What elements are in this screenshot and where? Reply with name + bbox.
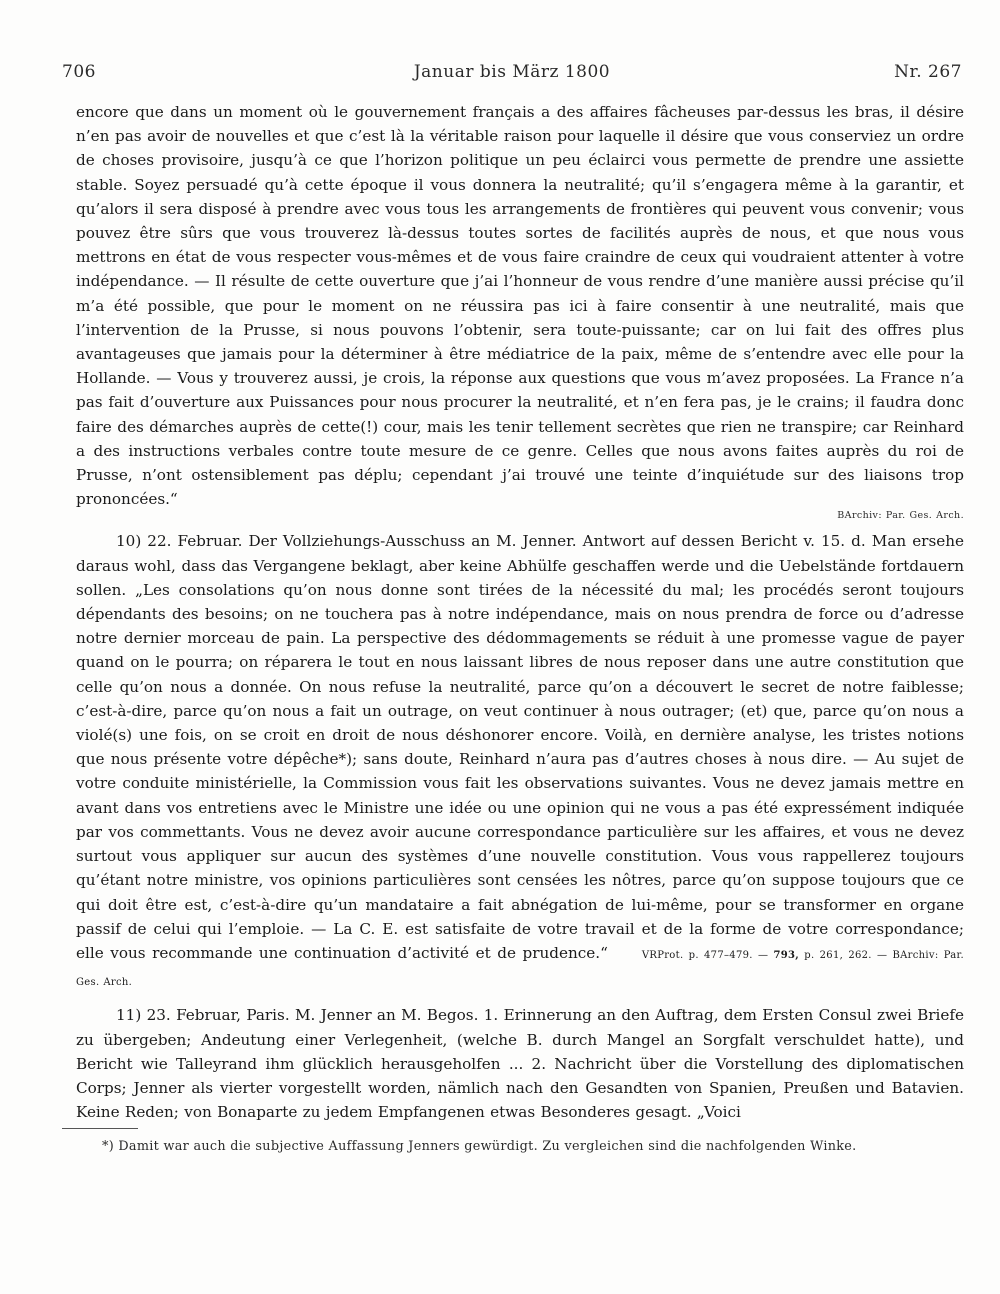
page-number: 706 xyxy=(62,62,96,82)
footnote-rule xyxy=(62,1128,138,1129)
paragraph-continuation: encore que dans un moment où le gouvernement français a des affaires fâcheuses par-dessus les bras, il désire n’en pas avoir de nouvelles et que c’est là la véritable raison pour laquelle il désire que vous conserviez un ordre de choses provisoire, jusqu’à ce que l’horizon politique un peu éclairci vous permette de prendre une assiette stable. Soyez persuadé qu’à cette époque il vous donnera la neutralité; qu’il s’engagera même à la garantir, et qu’alors il sera disposé à prendre avec vous tous les arrangements de frontières qui peuvent vous convenir; vous pouvez être sûrs que vous trouverez là-dessus toutes sortes de facilités auprès de nous, et que nous vous mettrons en état de vous respecter vous-mêmes et de vous faire craindre de ceux qui voudraient attenter à votre indépendance. — Il résulte de cette ouverture que j’ai l’honneur de vous rendre d’une manière aussi précise qu’il m’a été possible, que pour le moment on ne réussira pas ici à faire consentir à une neutralité, mais que l’intervention de la Prusse, si nous pouvons l’obtenir, sera toute-puissante; car on lui fait des offres plus avantageuses que jamais pour la déterminer à être médiatrice de la paix, même de s’entendre avec elle pour la Hollande. — Vous y trouverez aussi, je crois, la réponse aux questions que vous m’avez proposées. La France n’a pas fait d’ouverture aux Puissances pour nous procurer la neutralité, et n’en fera pas, je le crains; il faudra donc faire des démarches auprès de cette(!) cour, mais les tenir tellement secrètes que rien ne transpire; car Reinhard a des instructions verbales contre toute mesure de ce genre. Celles que nous avons faites auprès du roi de Prusse, n’ont ostensiblement pas déplu; cependant j’ai trouvé une teinte d’inquiétude sur des liaisons trop prononcées.“ xyxy=(76,103,964,509)
source-citation-b: 793, xyxy=(773,949,800,961)
source-citation-c: p. 261, 262. — BArchiv: Par. Ges. Arch. xyxy=(76,949,965,989)
main-text xyxy=(76,100,964,1124)
footnote: *) Damit war auch die subjective Auffassung Jenners gewürdigt. Zu vergleichen sind die nachfolgenden Winke. xyxy=(102,1139,857,1154)
paragraph-entry-10 xyxy=(76,529,964,995)
paragraph-gap xyxy=(76,995,964,1003)
entry-10-text: 10) 22. Februar. Der Vollziehungs-Ausschuss an M. Jenner. Antwort auf dessen Bericht v. 15. d. Man ersehe daraus wohl, dass das Vergangene beklagt, aber keine Abhülfe geschaffen werde und die Uebelstände fortdauern sollen. „Les consolations qu’on nous donne sont tirées de la nécessité du mal; les procédés seront toujours dépendants des besoins; on ne touchera pas à notre indépendance, mais on nous prendra de force ou d’adresse notre dernier morceau de pain. La perspective des dédommagements se réduit à une promesse vague de payer quand on le pourra; on réparera le tout en nous laissant libres de nous reposer dans une autre constitution que celle qu’on nous a donnée. On nous refuse la neutralité, parce qu’on a découvert le secret de notre faiblesse; c’est-à-dire, parce qu’on nous a fait un outrage, on veut continuer à nous outrager; (et) que, parce qu’on nous a violé(s) une fois, on se croit en droit de nous déshonorer encore. Voilà, en dernière analyse, les tristes notions que nous présente votre dépêche*); sans doute, Reinhard n’aura pas d’autres choses à nous dire. — Au sujet de votre conduite ministérielle, la Commission vous fait les observations suivantes. Vous ne devez jamais mettre en avant dans vos entretiens avec le Ministre une idée ou une opinion qui ne vous a pas été expressément indiquée par vos commettants. Vous ne devez avoir aucune correspondance particulière sur les affaires, et vous ne devez surtout vous appliquer sur aucun des systèmes d’une nouvelle constitution. Vous vous rappellerez toujours qu’étant notre ministre, vos opinions particulières sont censées les nôtres, parce qu’on suppose toujours que ce qui doit être est, c’est-à-dire qu’un mandataire a fait abnégation de lui-même, pour se transformer en organe passif de celui qui l’emploie. — La C. E. est satisfaite de votre travail et de la forme de votre correspondance; elle vous recommande une continuation d’activité et de prudence.“ xyxy=(76,532,964,962)
paragraph-entry-11: 11) 23. Februar, Paris. M. Jenner an M. Begos. 1. Erinnerung an den Auftrag, dem Ersten Consul zwei Briefe zu übergeben; Andeutung einer Verlegenheit, (welche B. durch Mangel an Sorgfalt verschuldet hatte), und Bericht wie Talleyrand ihm glücklich herausgeholfen ... 2. Nachricht über die Vorstellung des diplomatischen Corps; Jenner als vierter vorgestellt worden, nämlich nach den Gesandten von Spanien, Preußen und Batavien. Keine Reden; von Bonaparte zu jedem Empfangenen etwas Besonderes gesagt. „Voici xyxy=(76,1006,964,1122)
document-number: Nr. 267 xyxy=(894,62,962,82)
running-title: Januar bis März 1800 xyxy=(413,62,611,82)
running-header xyxy=(62,62,962,88)
source-citation: BArchiv: Par. Ges. Arch. xyxy=(837,510,964,522)
source-citation-a: VRProt. p. 477–479. — xyxy=(641,949,769,961)
